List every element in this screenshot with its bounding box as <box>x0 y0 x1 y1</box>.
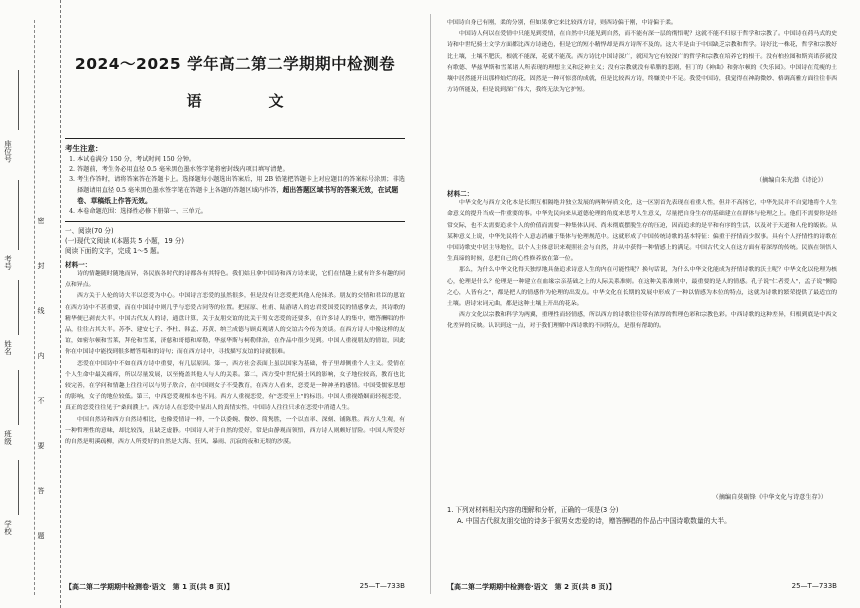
seal-char: 密 <box>37 217 45 224</box>
material-1-body-cont <box>447 29 837 171</box>
exam-title: 2024～2025 学年高二第二学期期中检测卷 <box>74 55 396 73</box>
source-1: （摘编自朱光潜《诗论》） <box>755 177 827 185</box>
page-1 <box>65 22 405 592</box>
source-2: （摘编自莫砺锋《中华文化与诗意生存》） <box>712 494 827 502</box>
paragraph: 中华文化与西方文化本是长期互相隔绝并独立发展的两种异质文化，这一区别首先表现在看重人性，但并不高扬它，中华先民并不自觉地将个人生命意义的提升当成一件重要的事。中华先民向来从道德伦理的角度来思考人生意义，尽量把自身生存的基础建立在群体与伦理之上。他们不需要你是经常交际，也不太需要追求个人的价值而需要一种集体认同、尚未彻底摆脱生存的压迫，因而追求的是平和有序的生活，以及对于天道和人伦的皈依。从某种意义上说，中华先民将个人意志消融于集体与伦理规范中。这就形成了中国传统诗歌的基本特征：偏重于抒情而少叙事。具有个人抒情性的诗歌在中国诗歌史中居主导地位，以个人主体意识来观照社会与自然，并从中获得一种情感上的满足。中国古代文人在这方面有着深厚的传统。民族在领悟人生真谛的时候，总把自己的心性修养放在第一位。 <box>447 200 837 263</box>
seal-line <box>34 20 35 595</box>
seal-char: 要 <box>37 442 45 449</box>
seal-char: 不 <box>37 397 45 404</box>
notice-emphasis: 超出答题区域书写的答案无效，在试题卷、草稿纸上作答无效。 <box>77 186 399 205</box>
paragraph: 那么，为什么中华文化得天独厚地具备追求诗意人生的内在可能性呢？换句话说，为什么中华文化能成为抒情诗歌的沃土呢？中华文化以伦理为核心，伦理是什么？伦理是一种建立在血缘宗亲基础之上的人际关系准则。在这种关系准则中，最重要的是人的情感。孔子说"仁者爱人"，孟子说"恻隐之心，人皆有之"，都是把人的情感作为伦理的出发点。中华文化在长期的发展中形成了一种以情感为本位的特点，这就为诗歌的繁荣提供了最适宜的土壤。唐诗宋词元曲，都是这种土壤上开出的花朵。 <box>447 267 837 308</box>
seat-number-field[interactable] <box>18 70 20 130</box>
paragraph: 中国自然诗和西方自然诗相比，也像爱情诗一样，一个以委婉、微妙、简隽胜，一个以直率、深刻、铺陈胜。西方人生观，有一种哲理性的意味，却比较浅，且缺乏虚静。中国诗人对于自然的爱好，常是由静观而领悟，西方诗人则颇好冒险。中国人所爱好的自然是明溪疏柳，西方人所爱好的自然是大海、狂风、暴雨、沉寂的夜和无垠的沙漠。 <box>65 416 405 446</box>
exam-number-field[interactable] <box>18 180 20 250</box>
exam-number-label: 考号 <box>3 255 13 270</box>
page-2-footer <box>447 582 837 592</box>
question-1-stem: 1. 下列对材料相关内容的理解和分析，正确的一项是(3 分) <box>447 506 619 515</box>
notice-item: 2. 答题前，考生务必用直径 0.5 毫米黑色墨水签字笔将密封线内项目填写清楚。 <box>77 165 405 175</box>
section-part: 一、阅读(70 分) <box>65 227 114 235</box>
paragraph: 西方关于人伦的诗大半以恋爱为中心。中国诗言恋爱的虽然很多，但是没有让恋爱把其他人伦抹杀。朋友的交情和君臣的恩谊在西方诗中不甚重要，而在中国诗中则几乎与恋爱占同等的位置。把屈原、杜甫、陆游诸人的忠君爱国爱民的情感拿去，其诗歌的精华便已剥丧大半。中国古代友人的诗，通盘计算，关于友朋交谊的比关于男女恋爱的还要多，在许多诗人的集中，赠答酬唱的作品，往往占其大半。苏李、建安七子、李杜、韩孟、苏黄、纳兰成德与顾贞观诸人的交谊古今传为美谈。在西方诗人中像这样的友谊，如密尔顿和雪莱，拜伦和雪莱，济慈和哥德和席勒，华兹华斯与柯勒律治，在作品中很少见到。中国人重视朋友的情谊，因此你在中国诗中能找到很多赠答唱和的诗句；而在西方诗中，寻找描写友谊的诗就很难。 <box>65 293 405 356</box>
seal-char: 内 <box>37 352 45 359</box>
seal-char: 线 <box>37 307 45 314</box>
material-1-body <box>65 269 405 487</box>
paragraph: 恋爱在中国诗中不如在西方诗中重要，有几层原因。第一，西方社会表面上虽以国家为基础，骨子里却侧重个人主义。爱情在个人生命中最关痛痒，所以尽量发展，以至掩盖其他人与人的关系。第二，西方受中世纪骑士风的影响，女子地位较高，教育也比较完善，在学问和情趣上往往可以与男子欣合，在中国则女子不受教育，在西方人看来，恋爱是一种神圣的感情。中国受儒家思想的影响，女子的地位较低。第三，中西恋爱观根本也不同。西方人重视恋爱，有"恋爱至上"的标语。中国人重视婚姻而轻视恋爱，真正的恋爱往往见于"桑间濮上"。西方诗人在恋爱中显出人的真情实性，中国诗人往往只求在恋爱中消遣人生。 <box>65 360 405 412</box>
binding-margin <box>0 0 61 608</box>
seat-number-label: 座位号 <box>3 140 13 163</box>
seal-char: 题 <box>37 532 45 539</box>
notice-item: 3. 考生作答时，请将答案答在答题卡上。选择题每小题选出答案后，用 2B 铅笔把答题卡上对应题目的答案标号涂黑；非选择题请用直径 0.5 毫米黑色墨水签字笔在答题卡上各题的答题区域内作答，超出答题区域书写的答案无效，在试题卷、草稿纸上作答无效。 <box>77 175 405 207</box>
page-divider <box>430 14 431 594</box>
section-sub: (一)现代文阅读 Ⅰ(本题共 5 小题，19 分) <box>65 237 184 245</box>
class-label: 班级 <box>3 430 13 445</box>
notice-rule <box>65 221 405 222</box>
material-1-heading: 材料一： <box>65 261 92 269</box>
notice-item: 4. 本卷命题范围：选择性必修下册第一、三单元。 <box>77 207 405 217</box>
notice-title: 考生注意： <box>65 144 103 153</box>
school-field[interactable] <box>18 460 20 515</box>
material-2-heading: 材料二： <box>447 190 474 199</box>
paragraph: 西方文化以宗教和科学为两翼，重理性而轻情感，所以西方的诗歌往往带有浓厚的哲理色彩和宗教色彩。中西诗歌的这种差异，归根到底是中西文化差异的反映。认识到这一点，对于我们理解中西诗歌的不同特点，是很有帮助的。 <box>447 312 837 330</box>
footer-code: 25—T—733B <box>359 582 405 590</box>
seal-char: 答 <box>37 487 45 494</box>
paragraph: 中国诗人何以在爱情中只能见到爱情，在自然中只能见到自然，而不能有深一层的彻悟呢？这就不能不归原于哲学和宗教了。中国诗在荷马式的史诗和中世纪骑士文学方面都比西方诗逊色，但是它的短小精悍却是西方诗所不及的。这大半是由于中国缺乏宗教和哲学。诗好比一株花，哲学和宗教好比土壤，土壤不肥沃，根就不能深，花就不能茂。西方诗比中国诗深广，就因为它有较深广的哲学和宗教在培养它的根干。没有柏拉图和斯宾诺莎就没有歌德、华兹华斯和雪莱诸人所表现的理想主义和泛神主义；没有宗教就没有希腊的悲剧，但丁的《神曲》和弥尔顿的《失乐园》。中国诗在荒瘦的土壤中居然能开出那样灿烂的花，固然是一种可惊喜的成就，但是比较西方诗，终嫌美中不足。我爱中国诗，我觉得在神韵微妙、格调高雅方面往往非西方诗所能及，但是说到深广伟大，我终无法为它护短。 <box>447 31 837 94</box>
page-2 <box>447 18 837 592</box>
paragraph-continued: 中国诗自身已有刚，柔的分别，但如果拿它来比较西方诗，则西诗偏于刚，中诗偏于柔。 <box>447 20 677 26</box>
paragraph: 诗的情趣随时随地而异，各民族各时代的诗都各有其特色。我们姑且拿中国诗和西方诗来说，它们在情趣上就有许多有趣的同点和异点。 <box>65 271 405 289</box>
subject-title: 语 文 <box>186 92 310 110</box>
footer-label: 【高二第二学期期中检测卷·语文 第 2 页(共 8 页)】 <box>447 583 616 591</box>
name-field[interactable] <box>18 280 20 335</box>
question-1-option-a: A. 中国古代叙友朋交谊的诗多于叙男女恋爱的诗，赠答酬唱的作品占中国诗歌数量的大半。 <box>457 517 731 526</box>
header-rule <box>65 138 405 139</box>
section-instruction: 阅读下面的文字，完成 1～5 题。 <box>65 247 164 255</box>
page-1-footer <box>65 582 405 592</box>
seal-char: 封 <box>37 262 45 269</box>
class-field[interactable] <box>18 370 20 425</box>
notice-list <box>65 155 405 217</box>
notice-item: 1. 本试卷满分 150 分，考试时间 150 分钟。 <box>77 155 405 165</box>
material-2-body <box>447 198 837 488</box>
footer-label: 【高二第二学期期中检测卷·语文 第 1 页(共 8 页)】 <box>65 583 234 591</box>
name-label: 姓名 <box>3 340 13 355</box>
school-label: 学校 <box>3 520 13 535</box>
footer-code: 25—T—733B <box>791 582 837 590</box>
